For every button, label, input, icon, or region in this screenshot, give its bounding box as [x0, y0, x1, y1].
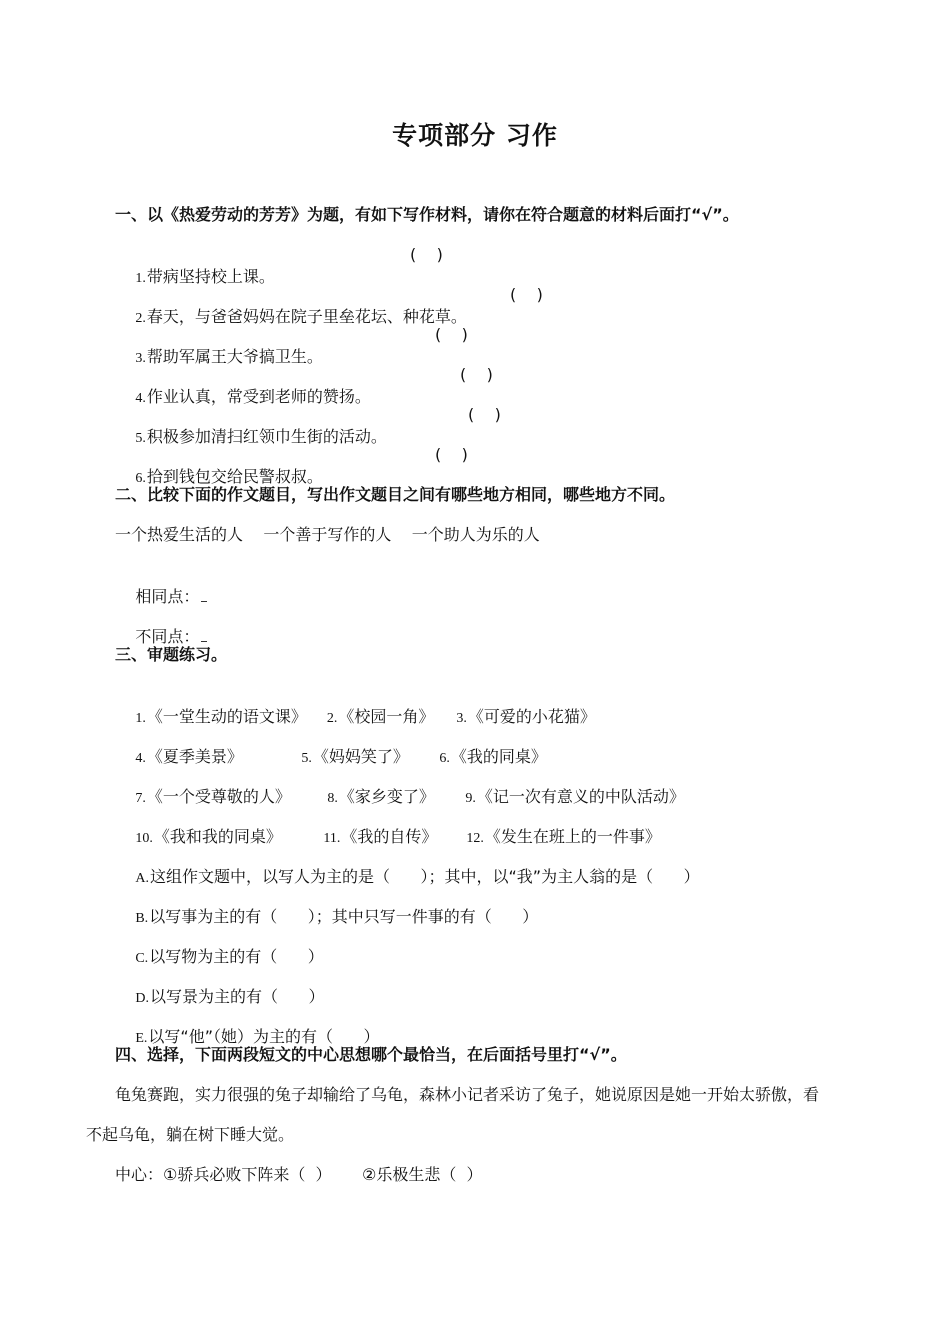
answer-blank[interactable]: [201, 627, 207, 642]
item-number: 6.: [439, 751, 450, 766]
item-text: 帮助军属王大爷搞卫生。: [146, 347, 323, 366]
item-text: 拾到钱包交给民警叔叔。: [146, 467, 323, 486]
center-choices: 中心：①骄兵必败下阵来（ ） ②乐极生悲（ ）: [115, 1165, 483, 1184]
passage-line-1: 龟兔赛跑，实力很强的兔子却输给了乌龟，森林小记者采访了兔子，她说原因是她一开始太骄傲，看: [115, 1085, 820, 1104]
answer-parentheses: ( ): [468, 405, 501, 424]
item-number: E.: [135, 1031, 148, 1046]
item-text: 《一个受尊敬的人》: [146, 787, 291, 806]
item-number: 1.: [135, 711, 146, 726]
item-text: 以写“他”（她）为主的有（ ）: [148, 1027, 380, 1046]
item-number: 3.: [456, 711, 467, 726]
item-text: 《夏季美景》: [146, 747, 243, 766]
answer-parentheses: ( ): [510, 285, 543, 304]
item-text: 《妈妈笑了》: [312, 747, 409, 766]
item-number: 10.: [135, 831, 153, 846]
item-number: 2.: [326, 711, 338, 726]
passage-line-2: 不起乌龟，躺在树下睡大觉。: [86, 1125, 295, 1144]
item-number: 4.: [135, 391, 146, 406]
section3-heading: 三、审题练习。: [115, 645, 228, 664]
item-text: 《家乡变了》: [338, 787, 435, 806]
item-number: B.: [135, 911, 149, 926]
item-number: 9.: [465, 791, 476, 806]
item-text: 以写物为主的有（ ）: [149, 947, 324, 966]
item-number: A.: [135, 871, 149, 886]
item-text: 春天，与爸爸妈妈在院子里垒花坛、种花草。: [146, 307, 467, 326]
answer-blank[interactable]: [201, 587, 207, 602]
item-text: 《我的自传》: [341, 827, 438, 846]
item-text: 《可爱的小花猫》: [467, 707, 596, 726]
same-points-label: 相同点：: [135, 587, 200, 606]
topic-list: 一个热爱生活的人 一个善于写作的人 一个助人为乐的人: [115, 525, 540, 544]
item-number: 2.: [135, 311, 146, 326]
item-number: 11.: [323, 831, 341, 846]
item-text: 《校园一角》: [338, 707, 435, 726]
item-text: 《发生在班上的一件事》: [484, 827, 661, 846]
item-number: 7.: [135, 791, 146, 806]
answer-parentheses: ( ): [410, 245, 443, 264]
item-number: C.: [135, 951, 149, 966]
section4-heading: 四、选择，下面两段短文的中心思想哪个最恰当，在后面括号里打“√”。: [115, 1045, 627, 1064]
item-number: 4.: [135, 751, 146, 766]
item-number: 5.: [135, 431, 146, 446]
answer-parentheses: ( ): [460, 365, 493, 384]
section2-heading: 二、比较下面的作文题目，写出作文题目之间有哪些地方相同，哪些地方不同。: [115, 485, 676, 504]
item-number: 3.: [135, 351, 146, 366]
item-text: 以写事为主的有（ ）；其中只写一件事的有（ ）: [149, 907, 539, 926]
page-title: 专项部分 习作: [392, 121, 558, 150]
item-number: D.: [135, 991, 149, 1006]
item-text: 以写景为主的有（ ）: [149, 987, 325, 1006]
item-text: 《我的同桌》: [450, 747, 547, 766]
item-text: 这组作文题中，以写人为主的是（ ）；其中，以“我”为主人翁的是（ ）: [149, 867, 700, 886]
diff-points-label: 不同点：: [135, 627, 200, 646]
item-text: 作业认真，常受到老师的赞扬。: [146, 387, 371, 406]
answer-parentheses: ( ): [435, 325, 468, 344]
item-text: 带病坚持校上课。: [146, 267, 275, 286]
item-number: 6.: [135, 471, 146, 486]
item-number: 8.: [327, 791, 338, 806]
item-text: 《我和我的同桌》: [153, 827, 282, 846]
item-number: 1.: [135, 271, 146, 286]
item-number: 12.: [466, 831, 484, 846]
item-text: 积极参加清扫红领巾生街的活动。: [146, 427, 387, 446]
answer-parentheses: ( ): [435, 445, 468, 464]
item-text: 《一堂生动的语文课》: [146, 707, 307, 726]
item-text: 《记一次有意义的中队活动》: [476, 787, 685, 806]
section1-heading: 一、以《热爱劳动的芳芳》为题，有如下写作材料，请你在符合题意的材料后面打“√”。: [115, 205, 739, 224]
item-number: 5.: [301, 751, 312, 766]
